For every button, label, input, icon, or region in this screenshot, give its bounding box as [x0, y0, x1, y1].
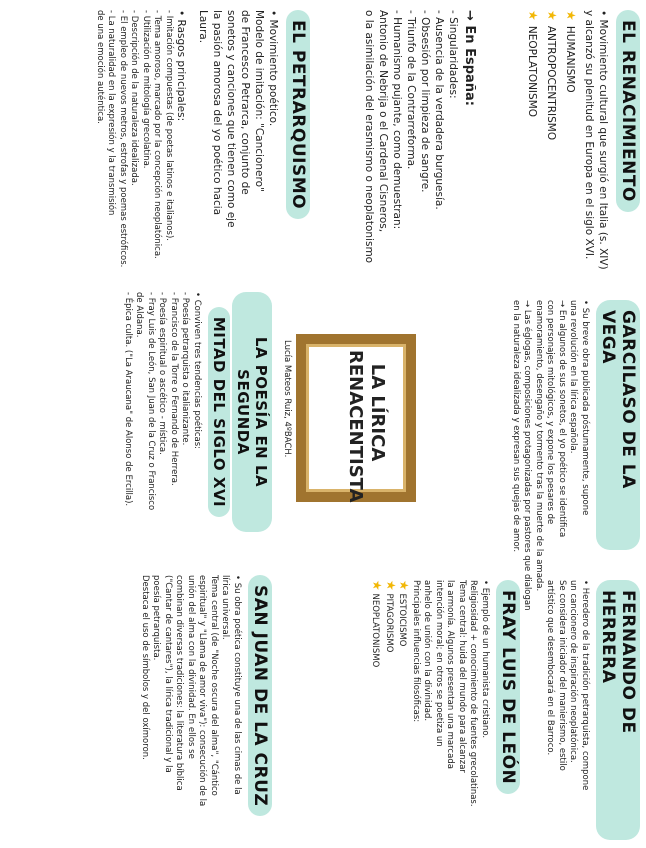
renacimiento-line: - Obsesión por limpieza de sangre. [419, 10, 431, 193]
renacimiento-line: - Singularidades: [447, 10, 459, 99]
sanjuan-line: Tema central (de "Noche oscura del alma", "Cántico [209, 575, 219, 796]
garcilaso-title: GARCILASO DE LA VEGA [596, 300, 640, 550]
keyword-row [525, 10, 544, 280]
herrera-panel [530, 580, 640, 840]
herrera-title: FERNANDO DE HERRERA [596, 580, 640, 840]
petrarquismo-title: EL PETRARQUISMO [286, 10, 310, 219]
segunda-line: - Poesía petrarquista o italianizante. [180, 292, 191, 446]
frayluis-line: anhelo de unión con la divinidad. [422, 580, 433, 722]
cover-author: Lucía Mateos Ruiz, 4ºBACH. [282, 340, 292, 458]
frayluis-panel [300, 580, 520, 840]
keyword: HUMANISMO [564, 25, 576, 93]
segunda-title: LA POESÍA EN LA SEGUNDA [232, 292, 272, 532]
keyword: NEOPLATONISMO [526, 25, 538, 118]
star-icon: ★ [397, 580, 412, 591]
petrarquismo-line: de una emoción auténtica. [95, 10, 105, 124]
garcilaso-line: → Las églogas, composiciones protagonizadas por pastores que dialogan [522, 300, 533, 611]
star-icon: ★ [384, 580, 398, 591]
keyword: ANTROPOCENTRISMO [545, 25, 557, 141]
petrarquismo-line: de Francesco Petrarca, conjunto de [239, 10, 251, 195]
garcilaso-line: una revolución en la lírica española. [568, 300, 579, 454]
espana-panel [308, 10, 478, 280]
petrarquismo-line: - Imitación compuestas (de poetas latinos e italianos). [164, 10, 174, 241]
star-icon: ★ [370, 580, 385, 591]
star-icon: ★ [545, 10, 559, 21]
renacimiento-line: - Triunfo de la Contrarreforma. [405, 10, 417, 170]
petrarquismo-line: la pasión amorosa del yo poético hacia [211, 10, 223, 216]
frayluis-line: la armonía. Algunos presentan una marcada [445, 580, 456, 769]
sanjuan-line: lírica universal. [220, 575, 231, 640]
renacimiento-line: - Humanismo pujante, como demuestran: [391, 10, 403, 230]
frayluis-line: intención moral; en otros se poetiza un [434, 580, 444, 747]
segunda-panel [2, 292, 272, 532]
petrarquismo-line: - Utilización de mitología grecolatina. [141, 10, 151, 169]
frayluis-line: Religiosidad + conocimiento de fuentes grecolatinas. [468, 580, 479, 807]
segunda-line: - Fray Luis de León, San Juan de la Cruz o Francisco [146, 292, 156, 511]
segunda-line: - Poesía espiritual o ascético - mística. [157, 292, 168, 455]
petrarquismo-line: - Descripción de la naturaleza idealizada. [129, 10, 140, 186]
petrarquismo-line: Modelo de imitación: "Cancionero" [253, 10, 265, 192]
keyword-row [396, 580, 410, 840]
garcilaso-line: en la naturaleza idealizada y expresan sus quejas de amor. [511, 300, 521, 553]
frayluis-line: Principales influencias filosóficas: [411, 580, 421, 723]
keyword-row [563, 10, 582, 280]
sanjuan-line: espiritual" y "Llama de amor viva"): consecución de la [197, 575, 208, 807]
renacimiento-panel [475, 10, 640, 280]
sanjuan-line: Destaca el uso de símbolos y del oxímoron. [140, 575, 150, 760]
frayluis-line: • Ejemplo de un humanista cristiano. [480, 580, 490, 739]
petrarquismo-line: - La naturalidad en la expresión y la transmisión [106, 10, 117, 216]
petrarquismo-panel [10, 10, 310, 280]
petrarquismo-line: - Tema amoroso, marcado por la concepción neoplatónica. [152, 10, 163, 259]
herrera-line: artístico que desembocará en el Barroco. [545, 580, 556, 756]
segunda-line: - Épica culta. ("La Araucana" de Alonso de Ercilla). [123, 292, 133, 507]
herrera-line: • Heredero de la tradición petrarquista, compone [580, 580, 590, 791]
garcilaso-line: con personajes mitológicos, y expone los pesares de [545, 300, 556, 525]
sanjuan-panel [22, 575, 272, 840]
renacimiento-line: • Movimiento cultural que surgió en Italia (s. XIV) [597, 10, 609, 270]
espana-heading: → En España: [462, 10, 477, 107]
segunda-title: MITAD DEL SIGLO XVI [208, 307, 230, 517]
sanjuan-line: poesía petrarquista. [151, 575, 162, 661]
renacimiento-line: o la asimilación del erasmismo o neoplatonismo [363, 10, 375, 264]
star-icon: ★ [526, 10, 540, 21]
renacimiento-line: - Ausencia de la verdadera burguesía. [433, 10, 445, 210]
garcilaso-line: → En algunos de sus sonetos, el yo poético se identifica [557, 300, 567, 538]
cover-title-line: RENACENTISTA [345, 350, 366, 503]
petrarquismo-line: • Movimiento poético. [267, 10, 279, 127]
keyword: NEOPLATONISMO [370, 593, 381, 668]
herrera-line: un cancionero de inspiración neoplatónica. [568, 580, 579, 763]
sanjuan-line: combinan diversas tradiciones: la literatura bíblica [174, 575, 185, 791]
petrarquismo-line: • Rasgos principales: [175, 10, 187, 122]
star-icon: ★ [564, 10, 578, 21]
renacimiento-title: EL RENACIMIENTO [616, 10, 640, 212]
garcilaso-line: • Su breve obra publicada póstumamente, supone [580, 300, 590, 516]
garcilaso-panel [460, 300, 640, 611]
petrarquismo-line: Laura. [197, 10, 209, 44]
keyword: ESTOICISMO [397, 593, 408, 647]
petrarquismo-line: sonetos y canciones que tienen como eje [225, 10, 237, 228]
renacimiento-line: y alcanzó su plenitud en Europa en el siglo XVI. [583, 10, 595, 260]
frayluis-line: Tema central: huida del mundo para alcanzar [457, 580, 467, 773]
keyword-row [544, 10, 563, 280]
sanjuan-line: • Su obra poética constituye una de las cimas de la [232, 575, 242, 795]
sanjuan-line: unión del alma con la divinidad. En ellos se [186, 575, 196, 759]
segunda-line: • Conviven tres tendencias poéticas: [192, 292, 202, 450]
renacimiento-line: Antonio de Nebrija o el Cardenal Cisneros, [377, 10, 389, 233]
frayluis-title: FRAY LUIS DE LEÓN [496, 580, 520, 794]
keyword: PITAGORISMO [384, 593, 394, 653]
petrarquismo-line: - El empleo de nuevos metros, estrofas y poemas estróficos. [118, 10, 128, 268]
segunda-line: - Francisco de la Torre o Fernando de Herrera. [169, 292, 179, 486]
herrera-line: Se considera iniciador del manierismo, estilo [557, 580, 567, 771]
garcilaso-line: enamoramiento, desengaño y tormento tras la muerte de la amada. [534, 300, 544, 592]
cover-title-line: LA LÍRICA [367, 363, 388, 462]
segunda-line: de Aldana. [134, 292, 145, 338]
sanjuan-title: SAN JUAN DE LA CRUZ [248, 575, 272, 816]
cover-title [298, 350, 388, 503]
sanjuan-line: ("Cantar de cantares"), la lírica tradicional y la [163, 575, 173, 773]
keyword-row [383, 580, 397, 840]
keyword-row [369, 580, 383, 840]
